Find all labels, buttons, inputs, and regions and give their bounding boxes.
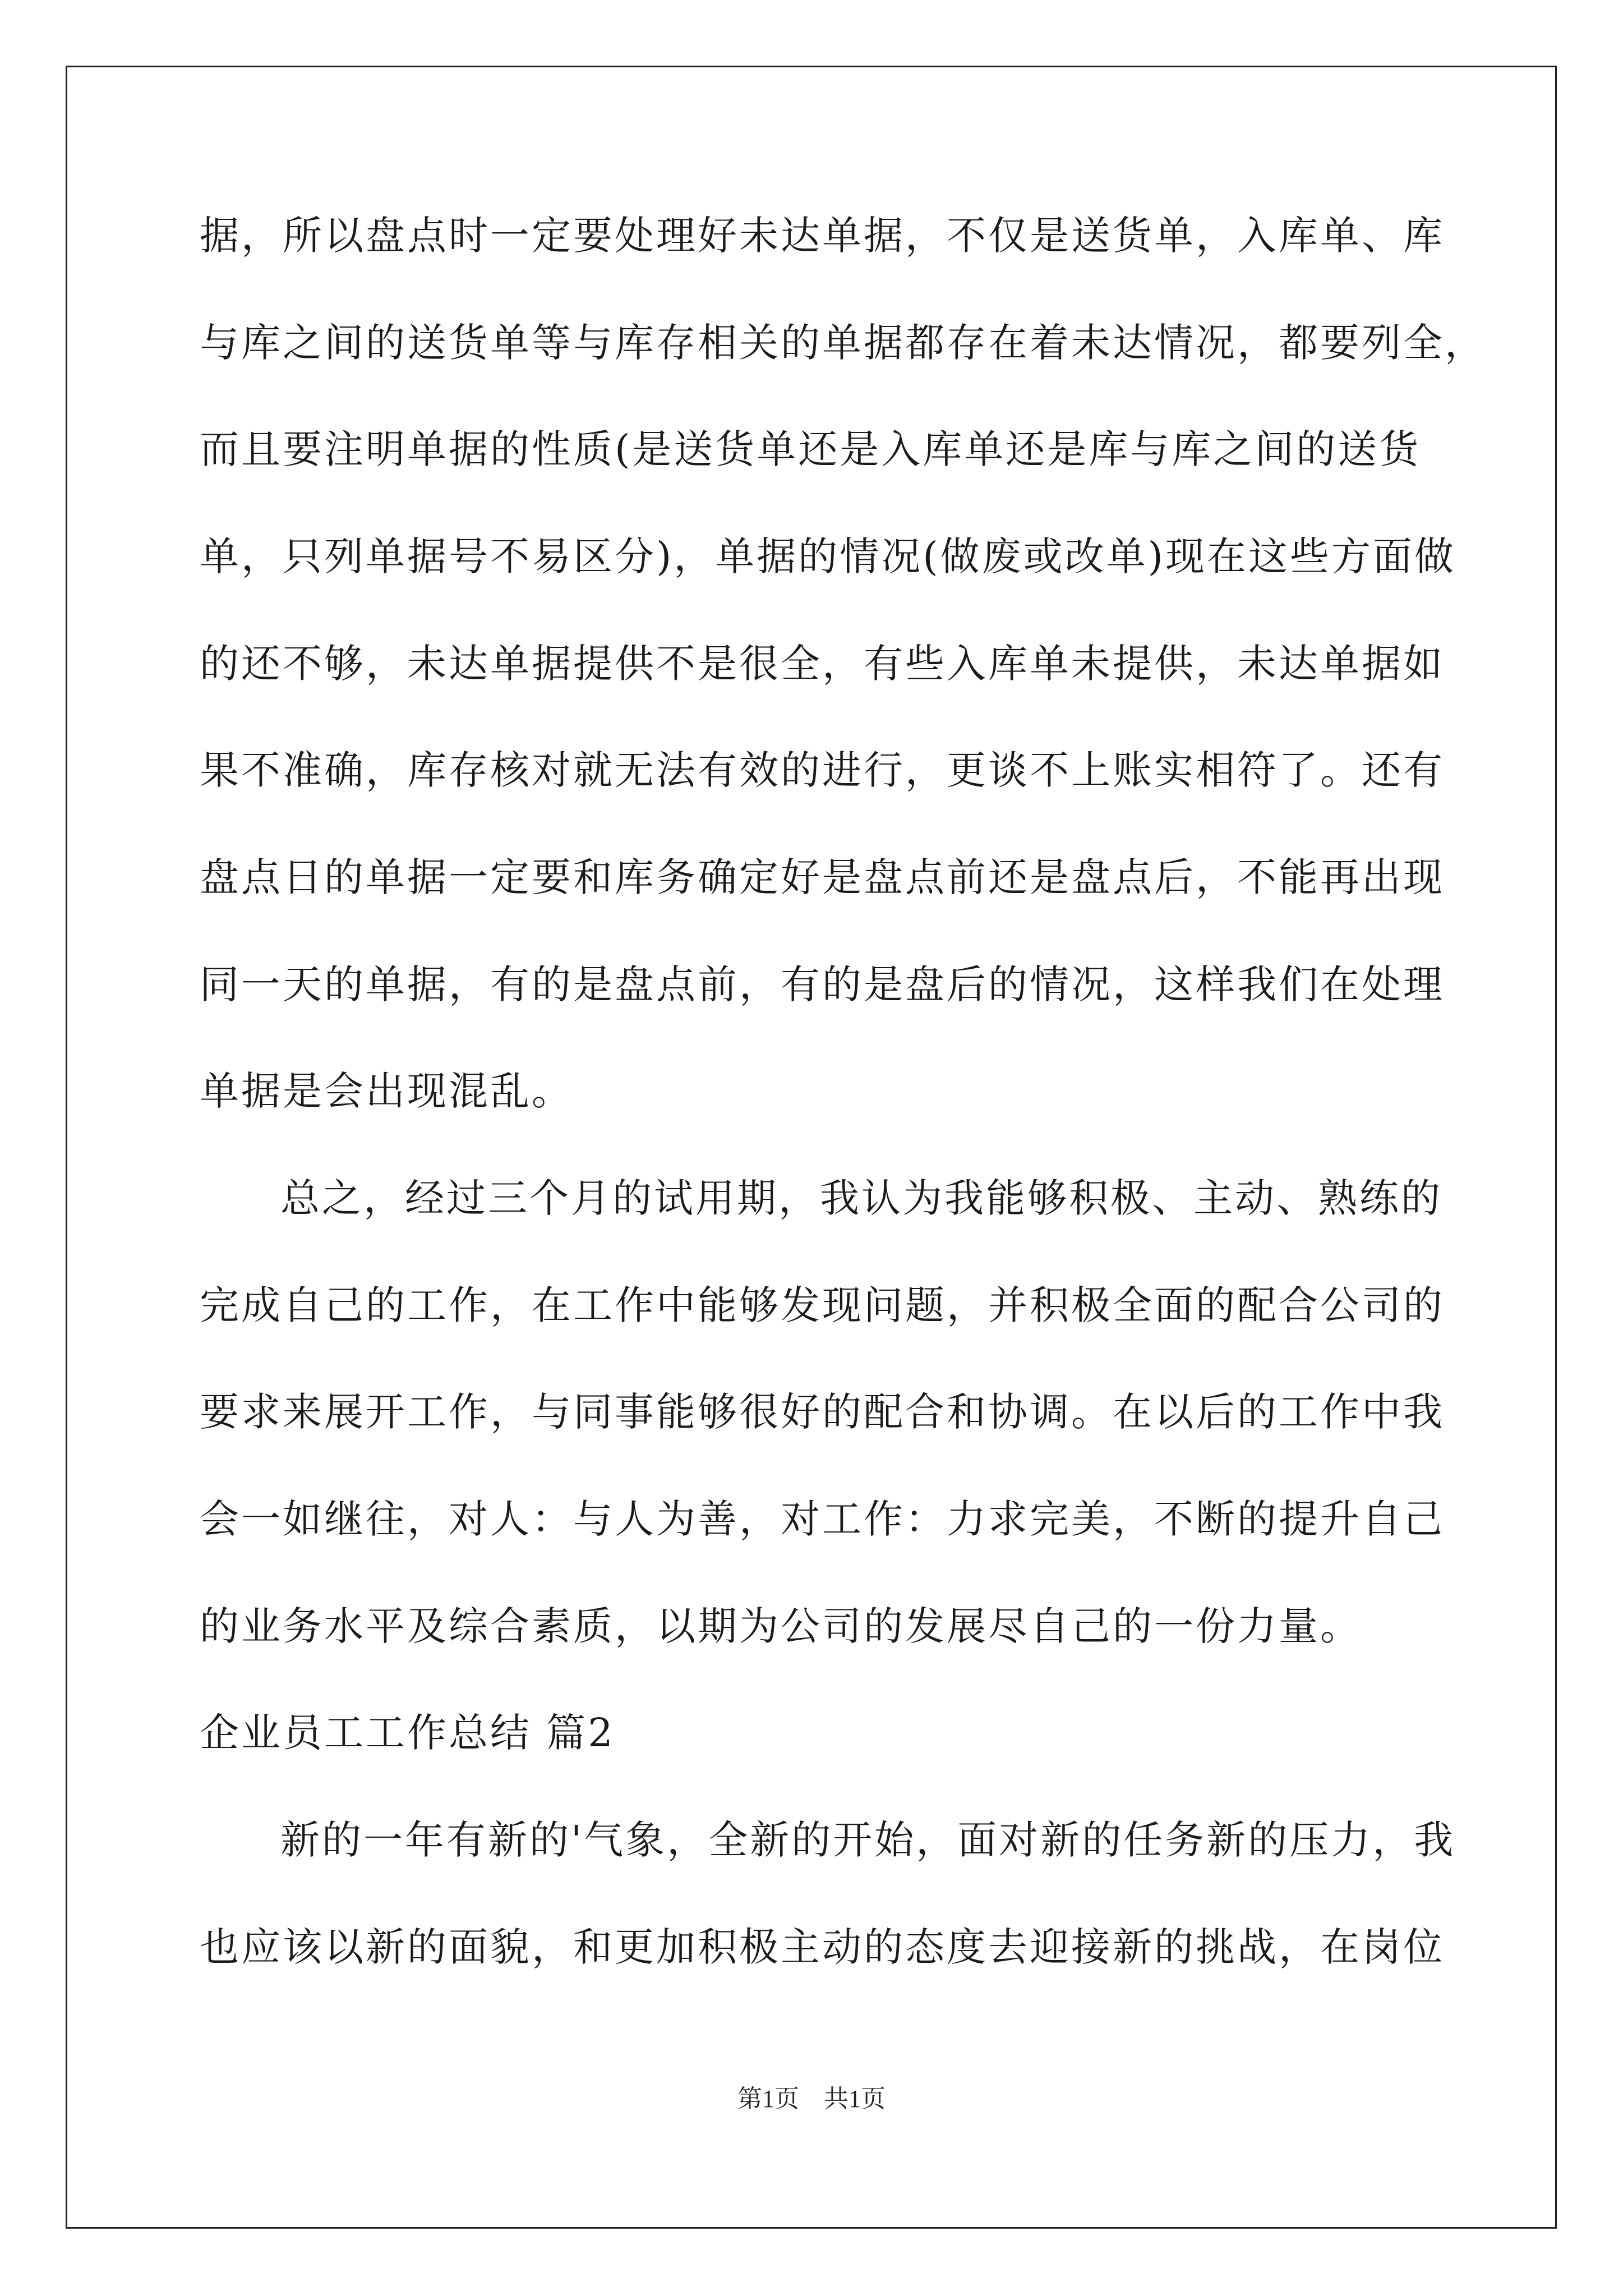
body-line-8: 同一天的单据，有的是盘点前，有的是盘后的情况，这样我们在处理 [200,961,1445,1007]
body-line-1: 据，所以盘点时一定要处理好未达单据，不仅是送货单，入库单、库 [200,213,1445,259]
body-line-7: 盘点日的单据一定要和库务确定好是盘点前还是盘点后，不能再出现 [200,854,1445,900]
section-heading: 企业员工工作总结 篇2 [200,1710,615,1756]
body-line-9: 单据是会出现混乱。 [200,1068,573,1114]
page-border [66,66,1557,2229]
body-line-2: 与库之间的送货单等与库存相关的单据都存在着未达情况，都要列全， [200,320,1486,366]
body-line-6: 果不准确，库存核对就无法有效的进行，更谈不上账实相符了。还有 [200,747,1445,793]
body-line-12: 要求来展开工作，与同事能够很好的配合和协调。在以后的工作中我 [200,1389,1445,1435]
body-line-3: 而且要注明单据的性质(是送货单还是入库单还是库与库之间的送货 [200,426,1421,472]
paragraph-start-line-2: 新的一年有新的'气象，全新的开始，面对新的任务新的压力，我 [280,1817,1456,1863]
body-line-11: 完成自己的工作，在工作中能够发现问题，并积极全面的配合公司的 [200,1282,1445,1328]
body-line-17: 也应该以新的面貌，和更加积极主动的态度去迎接新的挑战，在岗位 [200,1924,1445,1970]
page-footer: 第1页 共1页 [737,2085,886,2113]
body-line-5: 的还不够，未达单据提供不是很全，有些入库单未提供，未达单据如 [200,641,1445,687]
body-line-13: 会一如继往，对人：与人为善，对工作：力求完美，不断的提升自己 [200,1496,1445,1542]
paragraph-start-line: 总之，经过三个月的试用期，我认为我能够积极、主动、熟练的 [280,1175,1442,1221]
body-line-14: 的业务水平及综合素质，以期为公司的发展尽自己的一份力量。 [200,1603,1362,1649]
body-line-4: 单，只列单据号不易区分)，单据的情况(做废或改单)现在这些方面做 [200,533,1456,579]
